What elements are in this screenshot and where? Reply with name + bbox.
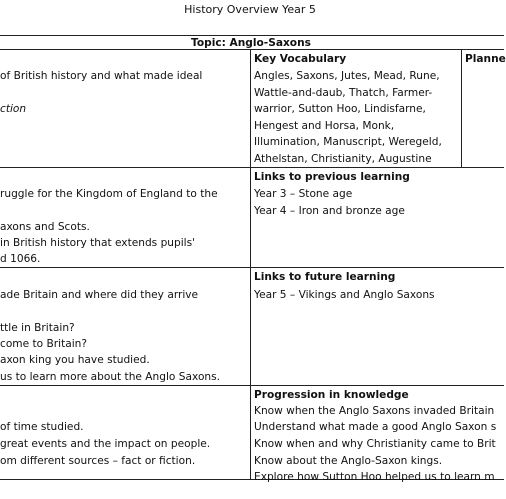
row2-left-3: axons and Scots. — [0, 221, 90, 233]
previous-learning-heading: Links to previous learning — [254, 171, 410, 183]
planning-column-divider — [461, 49, 462, 167]
progression-line-2: Understand what made a good Anglo Saxon s — [254, 421, 497, 433]
row2-left-1: ruggle for the Kingdom of England to the — [0, 188, 218, 200]
progression-line-5: Explore how Sutton Hoo helped us to learn m — [254, 471, 495, 483]
vocab-line-2: Wattle-and-daub, Thatch, Farmer- — [254, 87, 433, 99]
previous-learning-line-2: Year 4 – Iron and bronze age — [254, 205, 405, 217]
vocab-line-1: Angles, Saxons, Jutes, Mead, Rune, — [254, 70, 440, 82]
planned-heading: Planne — [465, 53, 506, 65]
progression-heading: Progression in knowledge — [254, 389, 409, 401]
row3-left-4: come to Britain? — [0, 338, 88, 350]
vocab-line-5: Illumination, Manuscript, Weregeld, — [254, 136, 442, 148]
row3-left-6: us to learn more about the Anglo Saxons. — [0, 371, 221, 383]
row-divider-2 — [0, 267, 504, 268]
page-title: History Overview Year 5 — [184, 3, 316, 16]
progression-line-3: Know when and why Christianity came to Brit — [254, 438, 496, 450]
vocab-line-4: Hengest and Horsa, Monk, — [254, 120, 395, 132]
key-vocabulary-heading: Key Vocabulary — [254, 53, 347, 65]
future-learning-heading: Links to future learning — [254, 271, 396, 283]
progression-line-1: Know when the Anglo Saxons invaded Britain — [254, 405, 495, 417]
progression-line-4: Know about the Anglo-Saxon kings. — [254, 455, 443, 467]
row1-left-1: of British history and what made ideal — [0, 70, 203, 82]
future-learning-line-1: Year 5 – Vikings and Anglo Saxons — [254, 289, 435, 301]
row4-left-4: om different sources – fact or fiction. — [0, 455, 196, 467]
row3-left-5: axon king you have studied. — [0, 354, 150, 366]
vocab-line-3: warrior, Sutton Hoo, Lindisfarne, — [254, 103, 426, 115]
row3-left-1: ade Britain and where did they arrive — [0, 289, 199, 301]
previous-learning-line-1: Year 3 – Stone age — [254, 188, 353, 200]
row1-left-3: ction — [0, 103, 27, 115]
vocab-line-6: Athelstan, Christianity, Augustine — [254, 153, 432, 165]
row4-left-2: of time studied. — [0, 421, 84, 433]
row2-left-4: in British history that extends pupils' — [0, 237, 196, 249]
row3-left-3: ttle in Britain? — [0, 322, 75, 334]
overview-table — [0, 35, 506, 483]
topic-heading: Topic: Anglo-Saxons — [191, 37, 311, 49]
row2-left-5: d 1066. — [0, 253, 41, 265]
row4-left-3: great events and the impact on people. — [0, 438, 211, 450]
column-divider — [250, 49, 251, 479]
